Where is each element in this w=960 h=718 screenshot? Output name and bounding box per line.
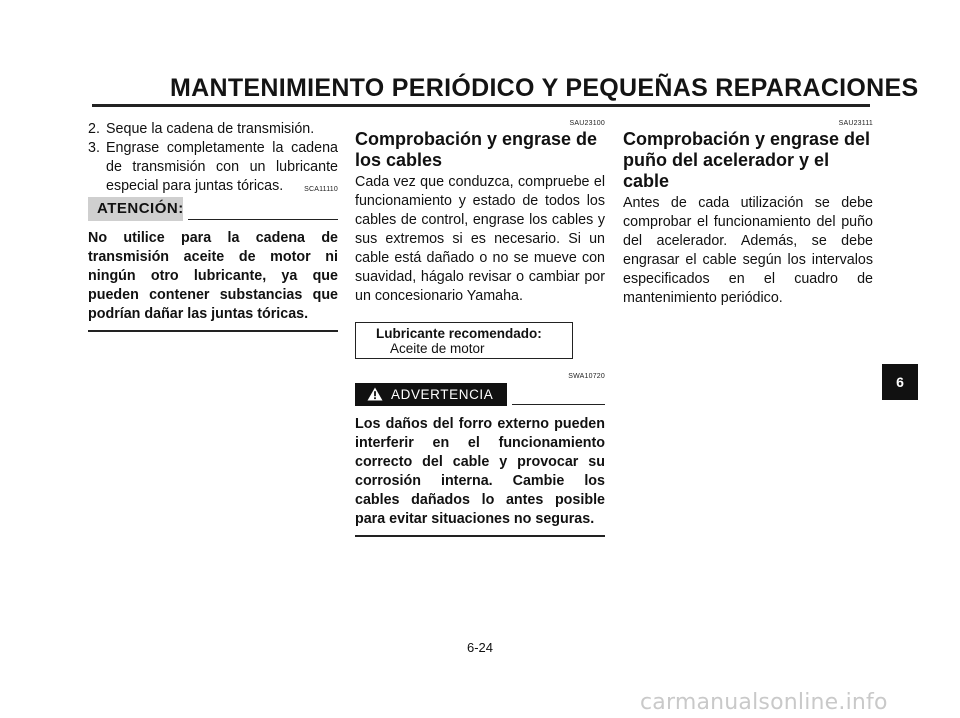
attention-text: No utilice para la cadena de transmisión aceite de motor ni ningún otro lubricante, ya que pueden contener substancias que podrían dañar las juntas tóricas. [88, 230, 338, 322]
column-1 [88, 120, 338, 332]
watermark: carmanualsonline.info [640, 690, 888, 715]
column-2 [355, 120, 605, 537]
column-3 [623, 120, 873, 308]
warning-label: ADVERTENCIA [391, 387, 494, 402]
attention-end-rule [88, 330, 338, 332]
section-body: Cada vez que conduzca, compruebe el funcionamiento y estado de todos los cables de control, engrase los cables y sus extremos si es necesario. Si un cable está dañado o no se mueve con suavidad, hágalo revisar o cambiar por un concesionario Yamaha. [355, 174, 605, 304]
warning-rule [512, 404, 605, 405]
step-number: 2. [88, 121, 100, 137]
lubricant-box [355, 322, 573, 359]
notice-code: SCA11110 [304, 186, 338, 193]
step-list [88, 120, 338, 196]
attention-banner [88, 197, 338, 221]
warning-code: SWA10720 [568, 373, 605, 380]
lubricant-label: Lubricante recomendado: [376, 326, 542, 341]
attention-label: ATENCIÓN: [97, 200, 184, 217]
section-code: SAU23100 [569, 120, 605, 127]
section-code: SAU23111 [838, 120, 873, 127]
list-item [88, 139, 338, 196]
chapter-tab: 6 [882, 364, 918, 400]
attention-label-box [88, 197, 183, 221]
warning-banner [355, 383, 605, 407]
step-text: Seque la cadena de transmisión. [106, 121, 315, 137]
warning-triangle-icon [367, 387, 383, 401]
list-item [88, 120, 338, 139]
attention-rule [188, 219, 338, 220]
section-title: Comprobación y engrase del puño del acelerador y el cable [623, 129, 871, 191]
warning-text: Los daños del forro externo pueden interferir en el funcionamiento correcto del cable y provocar su corrosión interna. Cambie los cables dañados lo antes posible para evitar situaciones no seguras. [355, 416, 605, 527]
page-number: 6-24 [466, 640, 494, 655]
page-header-title: MANTENIMIENTO PERIÓDICO Y PEQUEÑAS REPARACIONES [170, 74, 919, 102]
section-title: Comprobación y engrase de los cables [355, 129, 598, 170]
header-rule [92, 104, 870, 107]
step-number: 3. [88, 140, 100, 156]
warning-label-box [355, 383, 507, 406]
warning-end-rule [355, 535, 605, 537]
section-body: Antes de cada utilización se debe comprobar el funcionamiento del puño del acelerador. Además, se debe engrasar el cable según los intervalos especificados en el cuadro de mantenimiento periódico. [623, 195, 873, 306]
lubricant-value: Aceite de motor [390, 341, 485, 356]
step-text: Engrase completamente la cadena de transmisión con un lubricante especial para juntas tóricas. [106, 140, 338, 194]
